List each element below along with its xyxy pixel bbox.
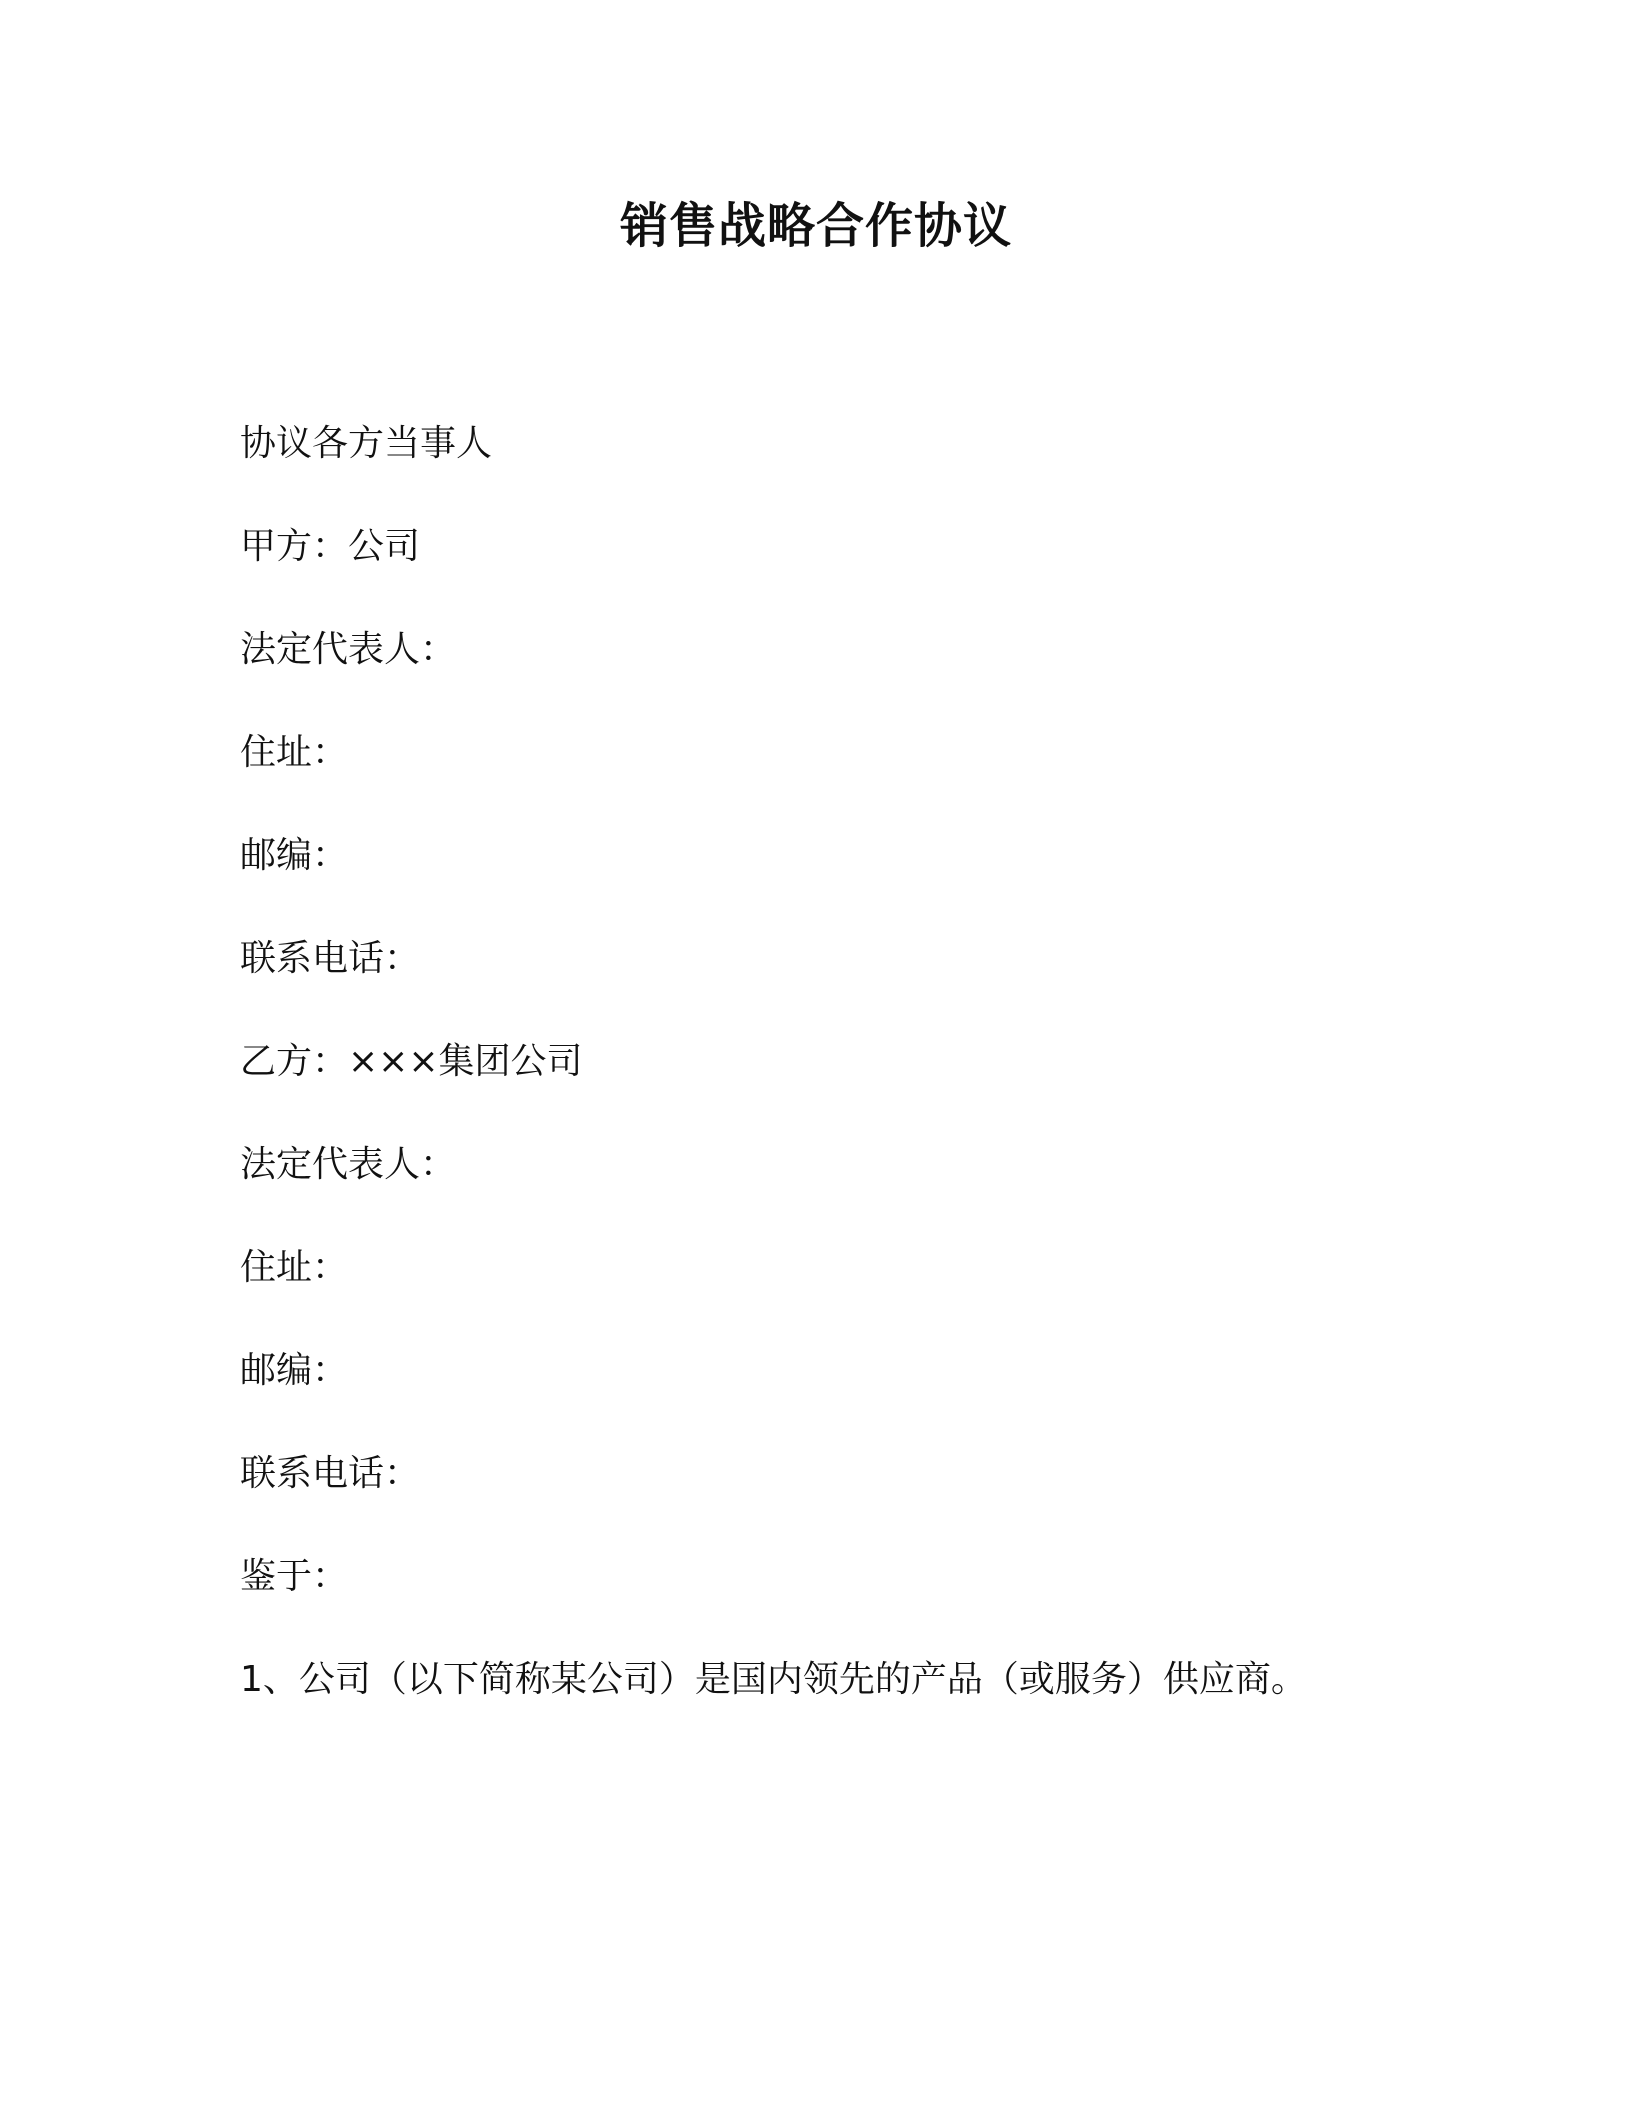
party-a-phone: 联系电话： <box>240 938 421 979</box>
document-title: 销售战略合作协议 <box>619 198 1012 254</box>
party-a-address: 住址： <box>240 732 349 773</box>
whereas-clause-1: 1、公司（以下简称某公司）是国内领先的产品（或服务）供应商。 <box>240 1659 1307 1700</box>
party-b-legal-representative: 法定代表人： <box>240 1144 457 1185</box>
party-b-address: 住址： <box>240 1247 349 1288</box>
party-a-name: 甲方：公司 <box>240 526 421 567</box>
party-b-name: 乙方：×××集团公司 <box>240 1041 583 1082</box>
party-a-legal-representative: 法定代表人： <box>240 629 457 670</box>
parties-heading: 协议各方当事人 <box>240 423 493 464</box>
party-b-postcode: 邮编： <box>240 1350 349 1391</box>
party-a-postcode: 邮编： <box>240 835 349 876</box>
party-b-phone: 联系电话： <box>240 1453 421 1494</box>
whereas-heading: 鉴于： <box>240 1556 349 1597</box>
